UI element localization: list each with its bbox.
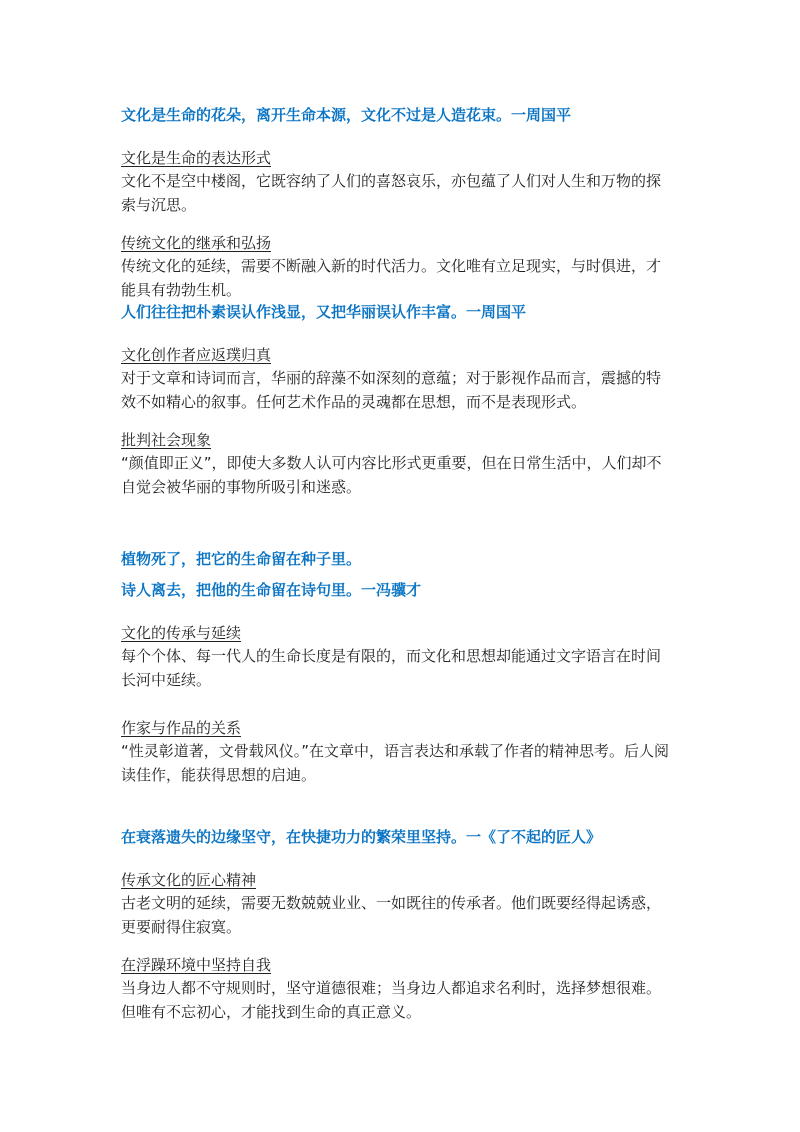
section-heading: 文化创作者应返璞归真	[121, 346, 272, 364]
section-heading: 在浮躁环境中坚持自我	[121, 956, 272, 974]
section-paragraph: 当身边人都不守规则时，坚守道德很难；当身边人都追求名利时，选择梦想很难。但唯有不忘初心，才能找到生命的真正意义。	[121, 979, 662, 1021]
section-paragraph: 对于文章和诗词而言，华丽的辞藻不如深刻的意蕴；对于影视作品而言，震撼的特效不如精心的叙事。任何艺术作品的灵魂都在思想，而不是表现形式。	[121, 369, 662, 411]
section-heading: 批判社会现象	[121, 431, 212, 449]
section-paragraph: “性灵彰道著，文骨载风仪。”在文章中，语言表达和承载了作者的精神思考。后人阅读佳作，能获得思想的启迪。	[121, 742, 670, 784]
section-paragraph: 文化不是空中楼阁，它既容纳了人们的喜怒哀乐，亦包蕴了人们对人生和万物的探索与沉思。	[121, 172, 662, 214]
quote-line: 植物死了，把它的生命留在种子里。	[121, 550, 362, 568]
quote-line: 诗人离去，把他的生命留在诗句里。一冯骥才	[121, 581, 422, 599]
section-heading: 传统文化的继承和弘扬	[121, 234, 272, 252]
section-paragraph: 每个个体、每一代人的生命长度是有限的，而文化和思想却能通过文字语言在时间长河中延续。	[121, 647, 662, 689]
quote-line: 文化是生命的花朵，离开生命本源，文化不过是人造花束。一周国平	[121, 106, 572, 124]
section-paragraph: 古老文明的延续，需要无数兢兢业业、一如既往的传承者。他们既要经得起诱惑，更要耐得住寂寞。	[121, 894, 662, 936]
quote-line: 人们往往把朴素误认作浅显，又把华丽误认作丰富。一周国平	[121, 303, 527, 321]
section-heading: 作家与作品的关系	[121, 719, 242, 737]
section-paragraph: “颜值即正义”，即使大多数人认可内容比形式更重要，但在日常生活中，人们却不自觉会被华丽的事物所吸引和迷惑。	[121, 454, 662, 496]
quote-line: 在衰落遗失的边缘坚守，在快捷功力的繁荣里坚持。一《了不起的匠人》	[121, 828, 602, 846]
section-paragraph: 传统文化的延续，需要不断融入新的时代活力。文化唯有立足现实，与时俱进，才能具有勃勃生机。	[121, 257, 662, 299]
section-heading: 文化的传承与延续	[121, 624, 242, 642]
section-heading: 传承文化的匠心精神	[121, 871, 257, 889]
section-heading: 文化是生命的表达形式	[121, 149, 272, 167]
